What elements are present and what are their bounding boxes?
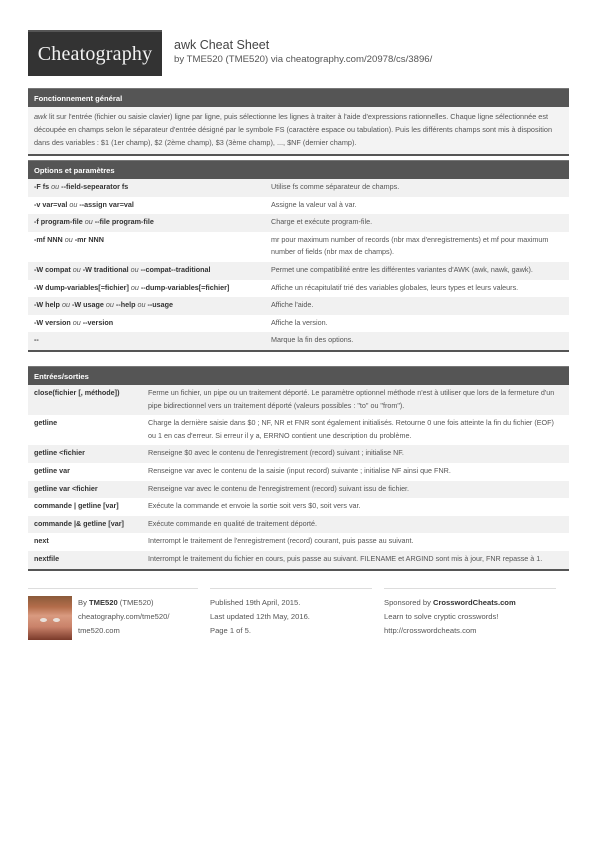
row-value: Charge et exécute program-file.	[271, 217, 373, 227]
section-body	[28, 107, 569, 154]
row-key: getline var	[34, 465, 70, 475]
row-key: -v var=val ou --assign var=val	[34, 199, 134, 209]
table-row	[28, 445, 569, 463]
row-value: Charge la dernière saisie dans $0 ; NF, NR et FNR sont également initialisés. Retourne 0 une fois atteinte la fin du fichier (EOF) ou 1 en cas d'erreur. Si erreur il y a, ERRNO contient une description du problème.	[148, 418, 554, 440]
row-key: -W compat ou -W traditional ou --compat--traditional	[34, 264, 211, 274]
table-row	[28, 262, 569, 280]
or-connector: ou	[103, 300, 116, 310]
header	[28, 30, 432, 76]
section-general	[28, 88, 569, 156]
row-key: commande | getline [var]	[34, 501, 119, 511]
row-value: Interrompt le traitement du fichier en cours, puis passe au suivant. FILENAME et ARGIND sont mis à jour, FNR repasse à 1.	[148, 553, 543, 563]
or-connector: ou	[82, 217, 95, 227]
row-value: Affiche la version.	[271, 317, 328, 327]
page-indicator: Page 1 of 5.	[210, 626, 251, 636]
row-value: Marque la fin des options.	[271, 335, 354, 345]
footer-sponsor	[384, 588, 556, 640]
footer	[28, 588, 569, 640]
table-row	[28, 214, 569, 232]
author-profile-link[interactable]: cheatography.com/tme520/	[78, 612, 170, 622]
author-site-link[interactable]: tme520.com	[78, 626, 120, 636]
section-io	[28, 366, 569, 571]
table-row	[28, 332, 569, 350]
or-connector: ou	[49, 182, 62, 191]
footer-author	[28, 588, 198, 640]
page-subtitle[interactable]: by TME520 (TME520) via cheatography.com/20978/cs/3896/	[174, 54, 433, 65]
table-row	[28, 516, 569, 534]
cheatography-logo[interactable]: Cheatography	[28, 30, 162, 76]
avatar[interactable]	[28, 596, 72, 640]
row-key: next	[34, 536, 49, 546]
table-row	[28, 463, 569, 481]
row-key: -F fs ou --field-sepearator fs	[34, 182, 129, 191]
table-row	[28, 415, 569, 445]
row-key: -W version ou --version	[34, 317, 114, 327]
title-block	[174, 30, 432, 76]
row-key: -W help ou -W usage ou --help ou --usage	[34, 300, 174, 310]
or-connector: ou	[70, 317, 83, 327]
row-key: -f program-file ou --file program-file	[34, 217, 154, 227]
table-row	[28, 315, 569, 333]
body-text: lit sur l'entrée (fichier ou saisie clavier) ligne par ligne, puis sélectionne les lignes à traiter à l'aide d'expressions rationnelles. Chaque ligne sélectionnée est découpée en champs selon le séparateur d'entrée désigné par le symbole FS (caractère espace ou tabulation). Puis les différents champs sont mis à disposition dans des variables : $1 (1er champ), $2 (2ème champ), $3 (3ème champ), ..., $NF (dernier champ).	[34, 112, 553, 148]
row-value: Renseigne $0 avec le contenu de l'enregistrement (record) suivant ; initialise NF.	[148, 448, 404, 458]
or-connector: ou	[67, 199, 80, 209]
sponsor-line: Sponsored by CrosswordCheats.com	[384, 598, 516, 607]
published-date: Published 19th April, 2015.	[210, 598, 301, 607]
updated-date: Last updated 12th May, 2016.	[210, 612, 310, 622]
awk-term: awk	[34, 112, 47, 121]
or-connector: ou	[62, 234, 75, 244]
table-row	[28, 179, 569, 197]
row-value: Permet une compatibilité entre les différentes variantes d'AWK (awk, nawk, gawk).	[271, 264, 533, 274]
row-key: getline	[34, 418, 58, 428]
table-row	[28, 280, 569, 298]
row-value: Exécute commande en qualité de traitement déporté.	[148, 518, 318, 528]
or-connector: ou	[135, 300, 148, 310]
author-name[interactable]: TME520	[88, 598, 118, 607]
row-value: Affiche un récapitulatif trié des variables globales, leurs types et leurs valeurs.	[271, 282, 519, 292]
section-title: Entrées/sorties	[28, 366, 569, 385]
or-connector: ou	[128, 282, 141, 292]
footer-meta	[210, 588, 372, 640]
row-value: Ferme un fichier, un pipe ou un traitement déporté. Le paramètre optionnel méthode n'est à utiliser que lors de la fermeture d'un pipe bidirectionnel vers un traitement déporté (valeurs possibles : "to" ou "from").	[148, 388, 555, 410]
page-title: awk Cheat Sheet	[174, 38, 270, 52]
or-connector: ou	[70, 264, 83, 274]
author-line: By TME520 (TME520)	[78, 598, 154, 607]
table-row	[28, 498, 569, 516]
table-row	[28, 297, 569, 315]
table-row	[28, 551, 569, 569]
table-row	[28, 481, 569, 499]
io-table	[28, 385, 569, 569]
row-key: close(fichier [, méthode])	[34, 388, 120, 397]
row-key: nextfile	[34, 553, 60, 563]
sponsor-link[interactable]: http://crosswordcheats.com	[384, 626, 477, 636]
table-row	[28, 533, 569, 551]
sponsor-tagline: Learn to solve cryptic crosswords!	[384, 612, 499, 622]
row-key: getline var <fichier	[34, 483, 98, 493]
row-value: Assigne la valeur val à var.	[271, 199, 357, 209]
row-value: Affiche l'aide.	[271, 300, 314, 310]
row-key: getline <fichier	[34, 448, 85, 458]
table-row	[28, 232, 569, 262]
row-value: Interrompt le traitement de l'enregistrement (record) courant, puis passe au suivant.	[148, 536, 414, 546]
table-row	[28, 197, 569, 215]
row-key: -mf NNN ou -mr NNN	[34, 234, 104, 244]
section-options	[28, 160, 569, 352]
or-connector: ou	[59, 300, 72, 310]
row-key: -W dump-variables[=fichier] ou --dump-variables[=fichier]	[34, 282, 230, 292]
options-table	[28, 179, 569, 350]
row-value: Renseigne var avec le contenu de la saisie (input record) suivante ; initialise NF ainsi que FNR.	[148, 465, 451, 475]
row-value: Utilise fs comme séparateur de champs.	[271, 182, 400, 191]
row-value: Renseigne var avec le contenu de l'enregistrement (record) suivant issu de fichier.	[148, 483, 410, 493]
table-row	[28, 385, 569, 415]
row-key: --	[34, 335, 39, 345]
row-value: mr pour maximum number of records (nbr max d'enregistrements) et mf pour maximum number of fields (nbr max de champs).	[271, 234, 549, 257]
row-value: Exécute la commande et envoie la sortie soit vers $0, soit vers var.	[148, 501, 361, 511]
section-title: Fonctionnement général	[28, 88, 569, 107]
row-key: commande |& getline [var]	[34, 518, 124, 528]
or-connector: ou	[128, 264, 141, 274]
section-title: Options et paramètres	[28, 160, 569, 179]
sponsor-name[interactable]: CrosswordCheats.com	[432, 598, 516, 607]
